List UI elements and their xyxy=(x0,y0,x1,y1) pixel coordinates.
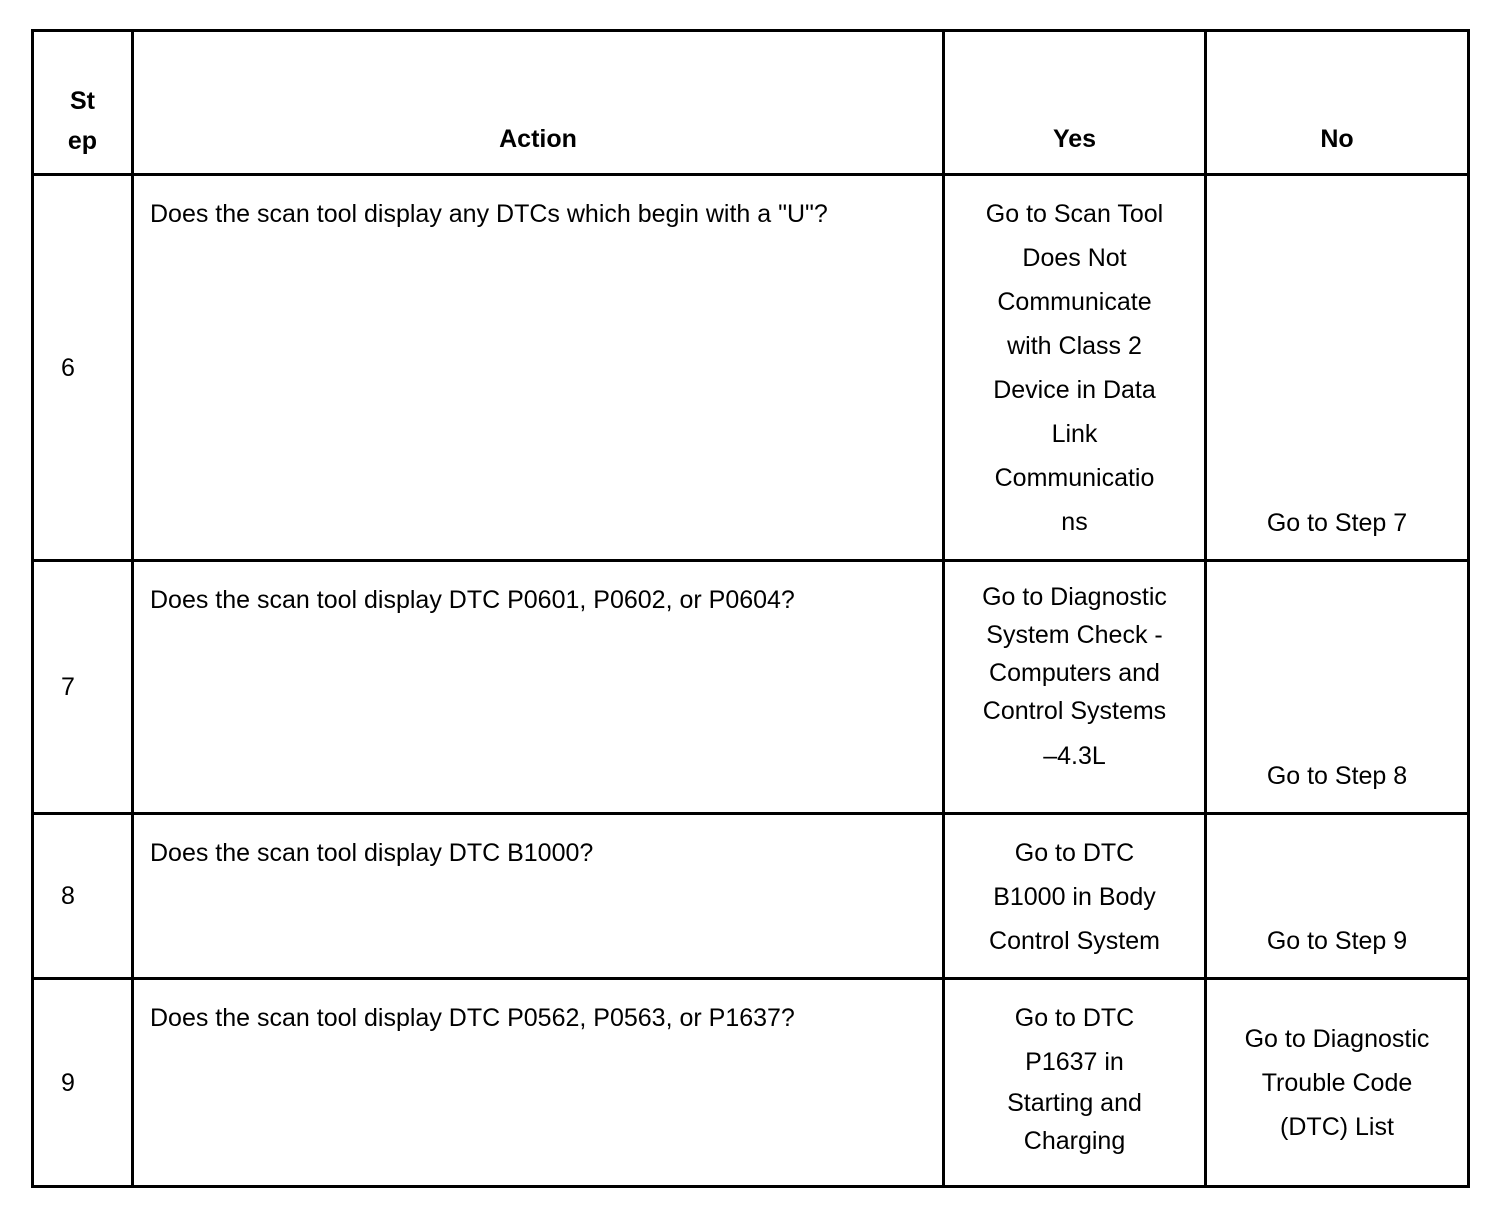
action-cell: Does the scan tool display DTC B1000? xyxy=(133,814,944,979)
action-cell: Does the scan tool display DTC P0562, P0563, or P1637? xyxy=(133,979,944,1187)
yes-line: Go to DTC xyxy=(1014,1004,1135,1032)
yes-line: ns xyxy=(1061,508,1088,536)
no-line: Go to Diagnostic xyxy=(1244,1024,1430,1053)
yes-line: B1000 in Body xyxy=(993,883,1156,911)
yes-cell xyxy=(944,561,1206,814)
yes-cell xyxy=(944,979,1206,1187)
no-cell xyxy=(1206,561,1469,814)
action-cell: Does the scan tool display any DTCs which begin with a "U"? xyxy=(133,175,944,561)
yes-line: Charging xyxy=(1023,1127,1126,1155)
table-row-step-8 xyxy=(33,814,1469,979)
header-step-line-1: St xyxy=(70,87,95,115)
step-cell: 9 xyxy=(33,979,133,1187)
yes-line: Communicatio xyxy=(994,464,1155,492)
yes-cell xyxy=(944,175,1206,561)
yes-line: Go to DTC xyxy=(1014,839,1135,867)
yes-line: Link xyxy=(1051,420,1098,448)
yes-line: with Class 2 xyxy=(1007,332,1142,360)
header-row xyxy=(33,31,1469,175)
action-cell: Does the scan tool display DTC P0601, P0602, or P0604? xyxy=(133,561,944,814)
yes-line: Communicate xyxy=(997,288,1152,316)
yes-line: P1637 in xyxy=(1025,1048,1124,1076)
header-step xyxy=(33,31,133,175)
no-line: Go to Step 7 xyxy=(1266,509,1408,537)
no-cell xyxy=(1206,979,1469,1187)
step-cell: 7 xyxy=(33,561,133,814)
yes-line: Go to Scan Tool xyxy=(985,200,1164,228)
no-cell xyxy=(1206,175,1469,561)
no-cell xyxy=(1206,814,1469,979)
no-line: Trouble Code xyxy=(1261,1068,1413,1097)
table-row-step-7 xyxy=(33,561,1469,814)
header-action: Action xyxy=(133,31,944,175)
header-step-line-2: ep xyxy=(67,127,98,155)
yes-line: –4.3L xyxy=(1043,742,1106,770)
no-line: Go to Step 9 xyxy=(1266,927,1408,955)
no-line: (DTC) List xyxy=(1280,1112,1394,1141)
yes-line: Starting and xyxy=(1007,1089,1142,1117)
yes-line: Control Systems xyxy=(982,697,1167,725)
step-cell: 8 xyxy=(33,814,133,979)
table-row-step-9 xyxy=(33,979,1469,1187)
header-yes: Yes xyxy=(944,31,1206,175)
step-cell: 6 xyxy=(33,175,133,561)
table-row-step-6 xyxy=(33,175,1469,561)
header-no: No xyxy=(1206,31,1469,175)
yes-line: Go to Diagnostic xyxy=(982,583,1167,611)
yes-cell xyxy=(944,814,1206,979)
yes-line: Control System xyxy=(989,927,1160,955)
no-line: Go to Step 8 xyxy=(1266,762,1408,790)
yes-line: System Check - xyxy=(986,621,1163,649)
diagnostic-table xyxy=(31,29,1470,1188)
yes-line: Computers and xyxy=(989,659,1160,687)
yes-line: Does Not xyxy=(1022,244,1127,272)
yes-line: Device in Data xyxy=(993,376,1156,404)
